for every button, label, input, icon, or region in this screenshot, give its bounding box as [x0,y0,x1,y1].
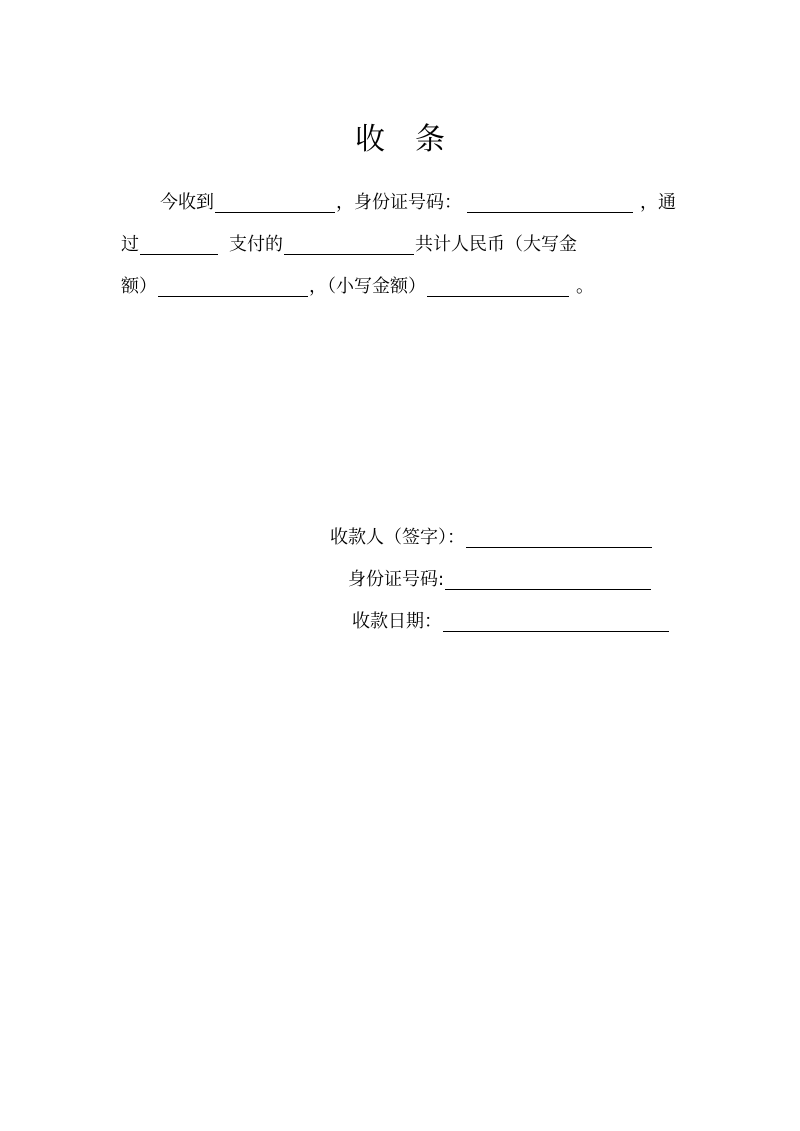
paid-for-label: 支付的 [229,234,283,255]
amount-uppercase-label-end: 额） [121,276,157,297]
payee-id-label: 身份证号码: [348,569,445,590]
received-from-label: 今收到 [160,192,214,213]
receipt-date-blank[interactable] [443,613,669,632]
payer-name-blank[interactable] [215,194,335,213]
payee-signature-label: 收款人（签字）： [330,527,465,548]
amount-uppercase-blank[interactable] [158,278,308,297]
total-rmb-label: 共计人民币（大写金 [415,234,577,255]
payment-purpose-blank[interactable] [284,236,414,255]
signature-date-row [352,609,670,635]
via-label-start: ，通 [640,192,676,213]
amount-lowercase-blank[interactable] [427,278,569,297]
payment-method-blank[interactable] [140,236,218,255]
body-line-3 [121,274,594,300]
body-line-2 [121,232,577,258]
page-title: 收条 [355,122,475,157]
payer-id-blank[interactable] [467,194,633,213]
id-number-label: ，身份证号码： [336,192,462,213]
signature-id-row [348,567,652,593]
payee-signature-blank[interactable] [466,529,652,548]
receipt-date-label: 收款日期： [352,611,442,632]
period-mark: 。 [576,276,594,297]
body-line-1 [160,190,676,216]
amount-lowercase-label: ，（小写金额） [309,276,426,297]
payee-id-blank[interactable] [445,571,651,590]
via-label-end: 过 [121,234,139,255]
signature-payee-row [330,525,653,551]
